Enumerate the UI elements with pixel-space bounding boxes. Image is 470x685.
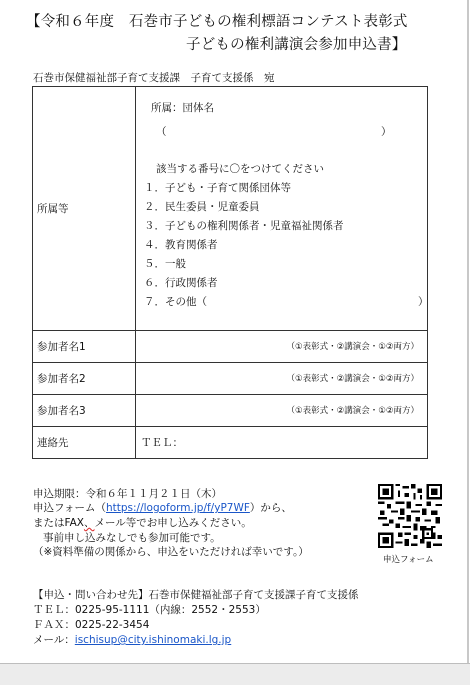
other-paren-close: ） [418, 296, 429, 308]
title-line-2: 子どもの権利講演会参加申込書】 [186, 37, 407, 53]
alt-method-pre: またはFAX [33, 517, 84, 529]
deadline-text: 申込期限：令和６年１１月２１日（木） [33, 488, 222, 500]
page-edge-divider [467, 0, 469, 684]
attendee-row [33, 331, 428, 363]
tel-field[interactable] [136, 427, 428, 459]
mail-label: メール： [33, 634, 75, 646]
contact-heading: 【申込・問い合わせ先】石巻市保健福祉部子育て支援課子育て支援係 [33, 589, 359, 601]
check-instruction: 該当する番号に〇をつけてください [156, 163, 324, 175]
application-form-table [32, 86, 428, 459]
contact-row [33, 427, 428, 459]
affiliation-label: 所属等 [33, 87, 136, 331]
contact-label: 連絡先 [33, 427, 136, 459]
attendee-name-field[interactable] [136, 395, 428, 427]
org-label: 所属：団体名 [151, 102, 214, 114]
category-item[interactable]: ４．教育関係者 [144, 239, 218, 251]
form-url-prefix: 申込フォーム（ [33, 502, 106, 514]
attendance-options[interactable]: （①表彰式・②講演会・①②両方） [286, 342, 419, 352]
category-item[interactable]: ５．一般 [144, 258, 186, 270]
viewer-bottom-bar [0, 663, 470, 685]
note-text: （※資料準備の関係から、申込をいただければ幸いです。） [33, 546, 309, 558]
alt-method-post: メール等でお申し込みください。 [94, 517, 252, 529]
category-item[interactable]: ６．行政関係者 [144, 277, 218, 289]
contact-tel: ＴＥＬ：0225-95-1111（内線：2552・2553） [33, 604, 266, 616]
contact-fax: ＦＡＸ：0225-22-3454 [33, 619, 150, 631]
org-paren-close: ） [381, 126, 392, 138]
affiliation-cell[interactable] [136, 87, 428, 331]
qr-caption: 申込フォーム [383, 555, 434, 565]
addressee: 石巻市保健福祉部子育て支援課 子育て支援係 宛 [33, 72, 275, 84]
tel-label: ＴＥＬ： [141, 437, 183, 449]
form-url-suffix: ）から、 [249, 502, 292, 514]
spellcheck-mark: 、 [83, 517, 95, 529]
category-item[interactable]: １．子ども・子育て関係団体等 [144, 182, 291, 194]
no-prereg-text: 事前申し込みなしでも参加可能です。 [43, 532, 221, 544]
form-url-link[interactable]: https://logoform.jp/f/yP7WF [105, 502, 250, 514]
mail-link[interactable]: ischisup@city.ishinomaki.lg.jp [74, 634, 232, 646]
attendance-options[interactable]: （①表彰式・②講演会・①②両方） [286, 406, 419, 416]
attendee-label: 参加者名1 [33, 331, 136, 363]
attendee-row [33, 395, 428, 427]
form-url-line [33, 500, 292, 515]
attendee-name-field[interactable] [136, 363, 428, 395]
qr-code-icon[interactable] [378, 484, 442, 548]
attendance-options[interactable]: （①表彰式・②講演会・①②両方） [286, 374, 419, 384]
attendee-row [33, 363, 428, 395]
category-item[interactable]: ３．子どもの権利関係者・児童福祉関係者 [144, 220, 344, 232]
attendee-name-field[interactable] [136, 331, 428, 363]
alt-method-text [33, 515, 252, 530]
attendee-label: 参加者名3 [33, 395, 136, 427]
org-paren-open: （ [156, 126, 167, 138]
affiliation-row [33, 87, 428, 331]
category-item[interactable]: ７．その他（ [144, 296, 207, 308]
contact-mail-line [33, 632, 231, 647]
category-item[interactable]: ２．民生委員・児童委員 [144, 201, 260, 213]
title-line-1: 【令和６年度 石巻市子どもの権利標語コンテスト表彰式 [26, 14, 408, 30]
attendee-label: 参加者名2 [33, 363, 136, 395]
